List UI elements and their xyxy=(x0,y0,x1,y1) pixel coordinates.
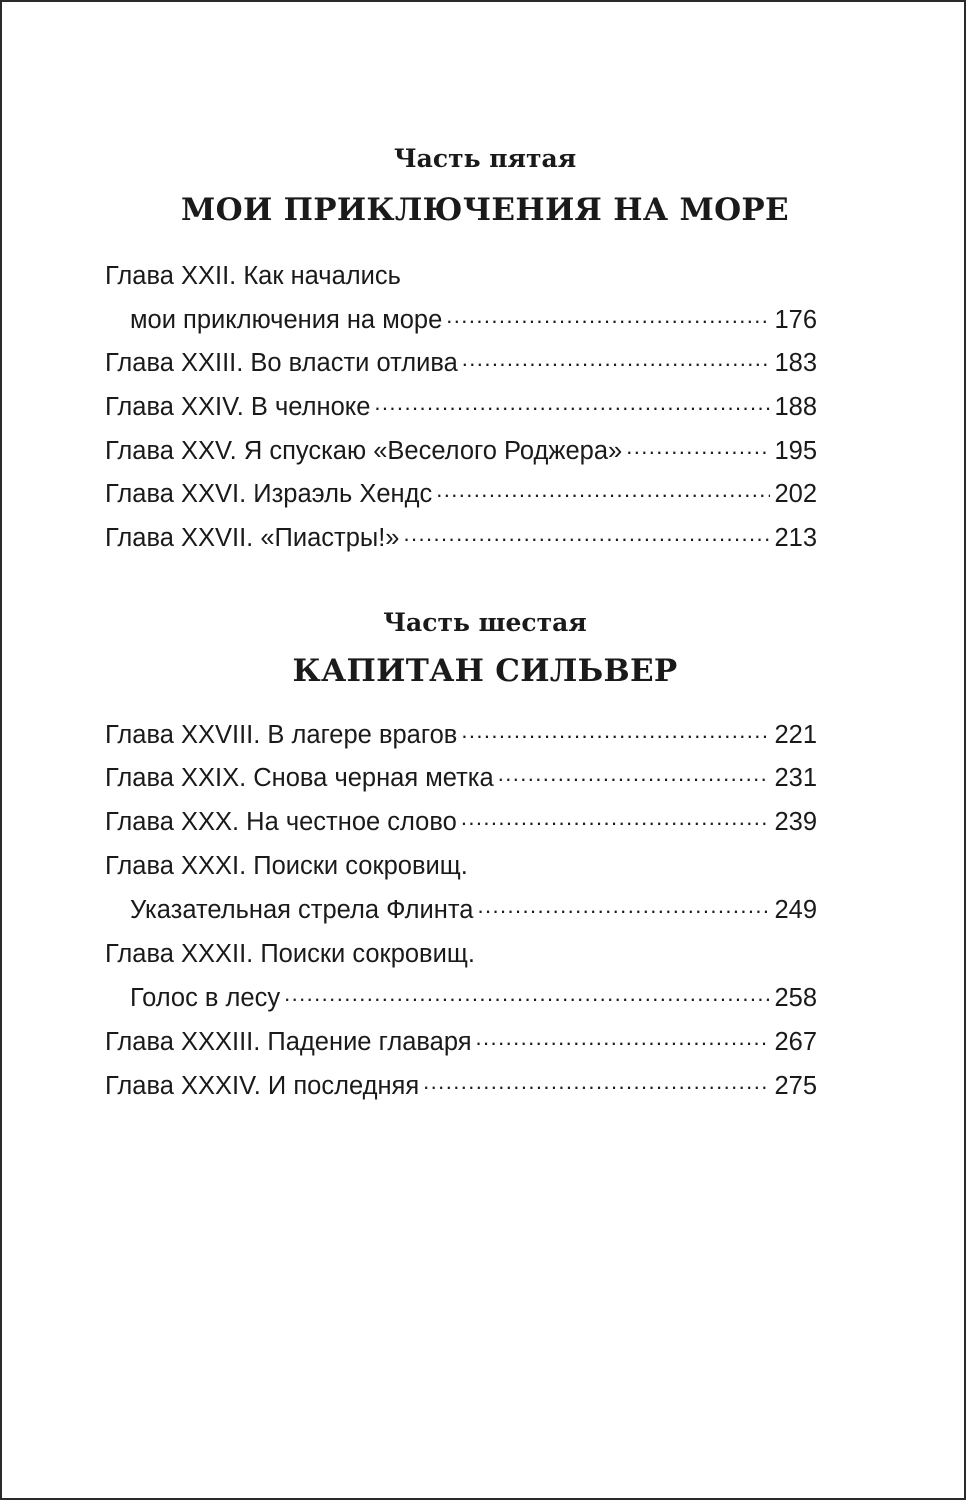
toc-entry-31[interactable] xyxy=(130,892,817,928)
toc-entry-33[interactable] xyxy=(105,1024,817,1060)
toc-page-number: 239 xyxy=(774,808,817,836)
toc-entry-title: мои приключения на море xyxy=(130,306,443,334)
toc-entry-title: Глава XXIV. В челноке xyxy=(105,393,371,421)
toc-entry-30[interactable] xyxy=(105,804,817,840)
toc-entry-31-line1: Глава XXXI. Поиски сокровищ. xyxy=(105,852,468,880)
part-five-label: Часть пятая xyxy=(393,144,577,173)
part-six-title: КАПИТАН СИЛЬВЕР xyxy=(292,653,678,689)
toc-page-number: 231 xyxy=(774,764,817,792)
leader-dots xyxy=(626,439,770,459)
toc-entry-23[interactable] xyxy=(105,345,817,381)
toc-page-number: 267 xyxy=(774,1028,817,1056)
toc-page-number: 195 xyxy=(774,437,817,465)
part-six-label: Часть шестая xyxy=(383,608,587,637)
leader-dots xyxy=(446,308,770,328)
toc-entry-32-line1: Глава XXXII. Поиски сокровищ. xyxy=(105,940,475,968)
toc-page-number: 221 xyxy=(774,721,817,749)
toc-entry-title: Глава XXX. На честное слово xyxy=(105,808,457,836)
toc-page-number: 183 xyxy=(774,349,817,377)
leader-dots xyxy=(462,351,771,371)
toc-entry-title: Глава XXVIII. В лагере врагов xyxy=(105,721,458,749)
toc-page-number: 213 xyxy=(774,524,817,552)
toc-entry-26[interactable] xyxy=(105,476,817,512)
toc-page-number: 176 xyxy=(774,306,817,334)
leader-dots xyxy=(374,395,770,415)
toc-page-number: 202 xyxy=(774,480,817,508)
toc-entry-title: Указательная стрела Флинта xyxy=(130,896,474,924)
leader-dots xyxy=(423,1074,770,1094)
leader-dots xyxy=(284,986,770,1006)
leader-dots xyxy=(461,810,771,830)
toc-entry-title: Глава XXXIV. И последняя xyxy=(105,1072,420,1100)
toc-entry-title: Глава XXV. Я спускаю «Веселого Роджера» xyxy=(105,437,623,465)
toc-entry-22[interactable] xyxy=(130,302,817,338)
part-five-title: МОИ ПРИКЛЮЧЕНИЯ НА МОРЕ xyxy=(181,192,789,228)
toc-page-number: 249 xyxy=(774,896,817,924)
leader-dots xyxy=(476,1030,771,1050)
toc-entry-27[interactable] xyxy=(105,520,817,556)
toc-page-number: 258 xyxy=(774,984,817,1012)
toc-entry-28[interactable] xyxy=(105,717,817,753)
toc-entry-22-line1: Глава XXII. Как начались xyxy=(105,262,401,290)
toc-entry-title: Глава XXVII. «Пиастры!» xyxy=(105,524,400,552)
toc-entry-title: Глава XXIII. Во власти отлива xyxy=(105,349,458,377)
toc-entry-title: Глава XXVI. Израэль Хендс xyxy=(105,480,433,508)
leader-dots xyxy=(436,482,770,502)
leader-dots xyxy=(477,898,770,918)
leader-dots xyxy=(461,723,770,743)
toc-entry-25[interactable] xyxy=(105,433,817,469)
toc-entry-title: Глава XXIX. Снова черная метка xyxy=(105,764,494,792)
leader-dots xyxy=(403,526,770,546)
toc-entry-title: Глава XXXIII. Падение главаря xyxy=(105,1028,472,1056)
toc-entry-34[interactable] xyxy=(105,1068,817,1104)
toc-entry-29[interactable] xyxy=(105,760,817,796)
toc-entry-title: Голос в лесу xyxy=(130,984,281,1012)
leader-dots xyxy=(498,766,771,786)
toc-page-number: 275 xyxy=(774,1072,817,1100)
toc-entry-24[interactable] xyxy=(105,389,817,425)
toc-entry-32[interactable] xyxy=(130,980,817,1016)
toc-page-number: 188 xyxy=(774,393,817,421)
